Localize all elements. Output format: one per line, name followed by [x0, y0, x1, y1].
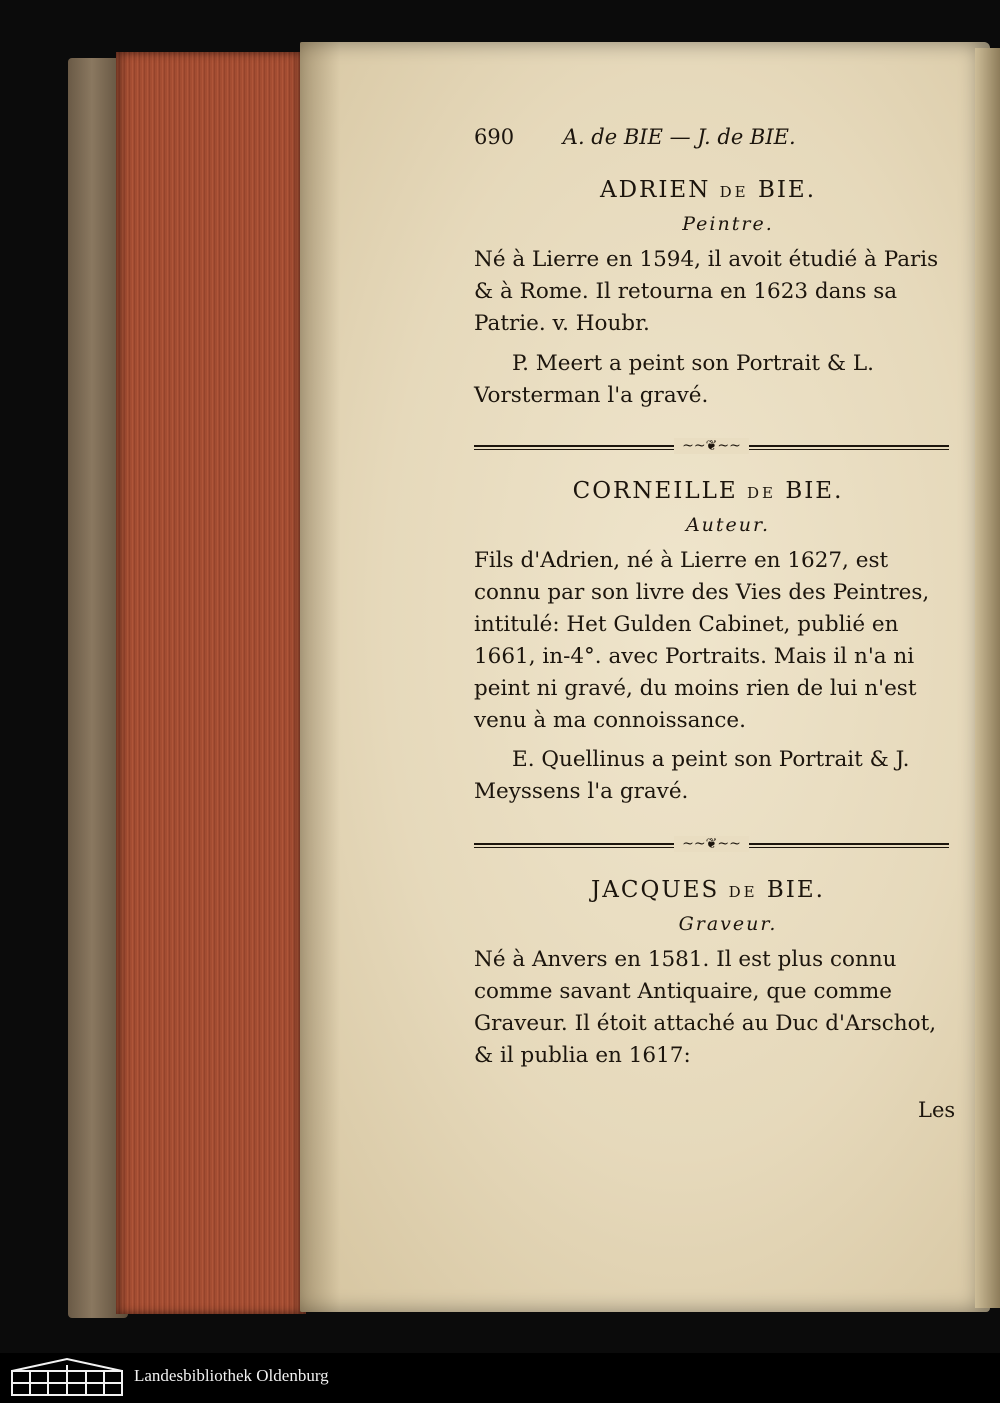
facing-page-edge	[975, 48, 1000, 1308]
entry-paragraph: Fils d'Adrien, né à Lierre en 1627, est connu par son livre des Vies des Peintres, intitulé: Het Gulden Cabinet, publié en 1661, in-4°. avec Portraits. Mais il n'a ni peint ni gravé, du moins rien de lui n'est venu à ma connoissance.	[474, 548, 930, 733]
entry-role: Peintre.	[682, 213, 774, 235]
entry-title-adrien: ADRIEN DE BIE.	[599, 177, 817, 203]
page-gutter	[300, 42, 340, 1312]
library-building-logo	[10, 1357, 124, 1397]
entry-paragraph: Né à Anvers en 1581. Il est plus connu comme savant Antiquaire, que comme Graveur. Il étoit attaché au Duc d'Arschot, & il publia en 1617:	[474, 947, 937, 1068]
page-edges	[116, 52, 306, 1314]
ornamental-divider: ~~❦~~	[474, 442, 949, 452]
page-number: 690	[474, 125, 515, 149]
entry-paragraph: P. Meert a peint son Portrait & L. Vorsterman l'a gravé.	[474, 351, 874, 408]
running-title: A. de BIE — J. de BIE.	[562, 125, 796, 149]
entry-title-corneille: CORNEILLE DE BIE.	[572, 478, 844, 504]
ornamental-divider: ~~❦~~	[474, 840, 949, 850]
library-name: Landesbibliothek Oldenburg	[134, 1366, 329, 1385]
catchword: Les	[918, 1098, 956, 1122]
entry-role: Graveur.	[678, 913, 778, 935]
entry-role: Auteur.	[685, 514, 771, 536]
entry-paragraph: Né à Lierre en 1594, il avoit étudié à Paris & à Rome. Il retourna en 1623 dans sa Patrie. v. Houbr.	[474, 247, 939, 336]
running-head	[474, 125, 796, 149]
entry-paragraph: E. Quellinus a peint son Portrait & J. Meyssens l'a gravé.	[474, 747, 910, 804]
entry-title-jacques: JACQUES DE BIE.	[591, 877, 825, 903]
